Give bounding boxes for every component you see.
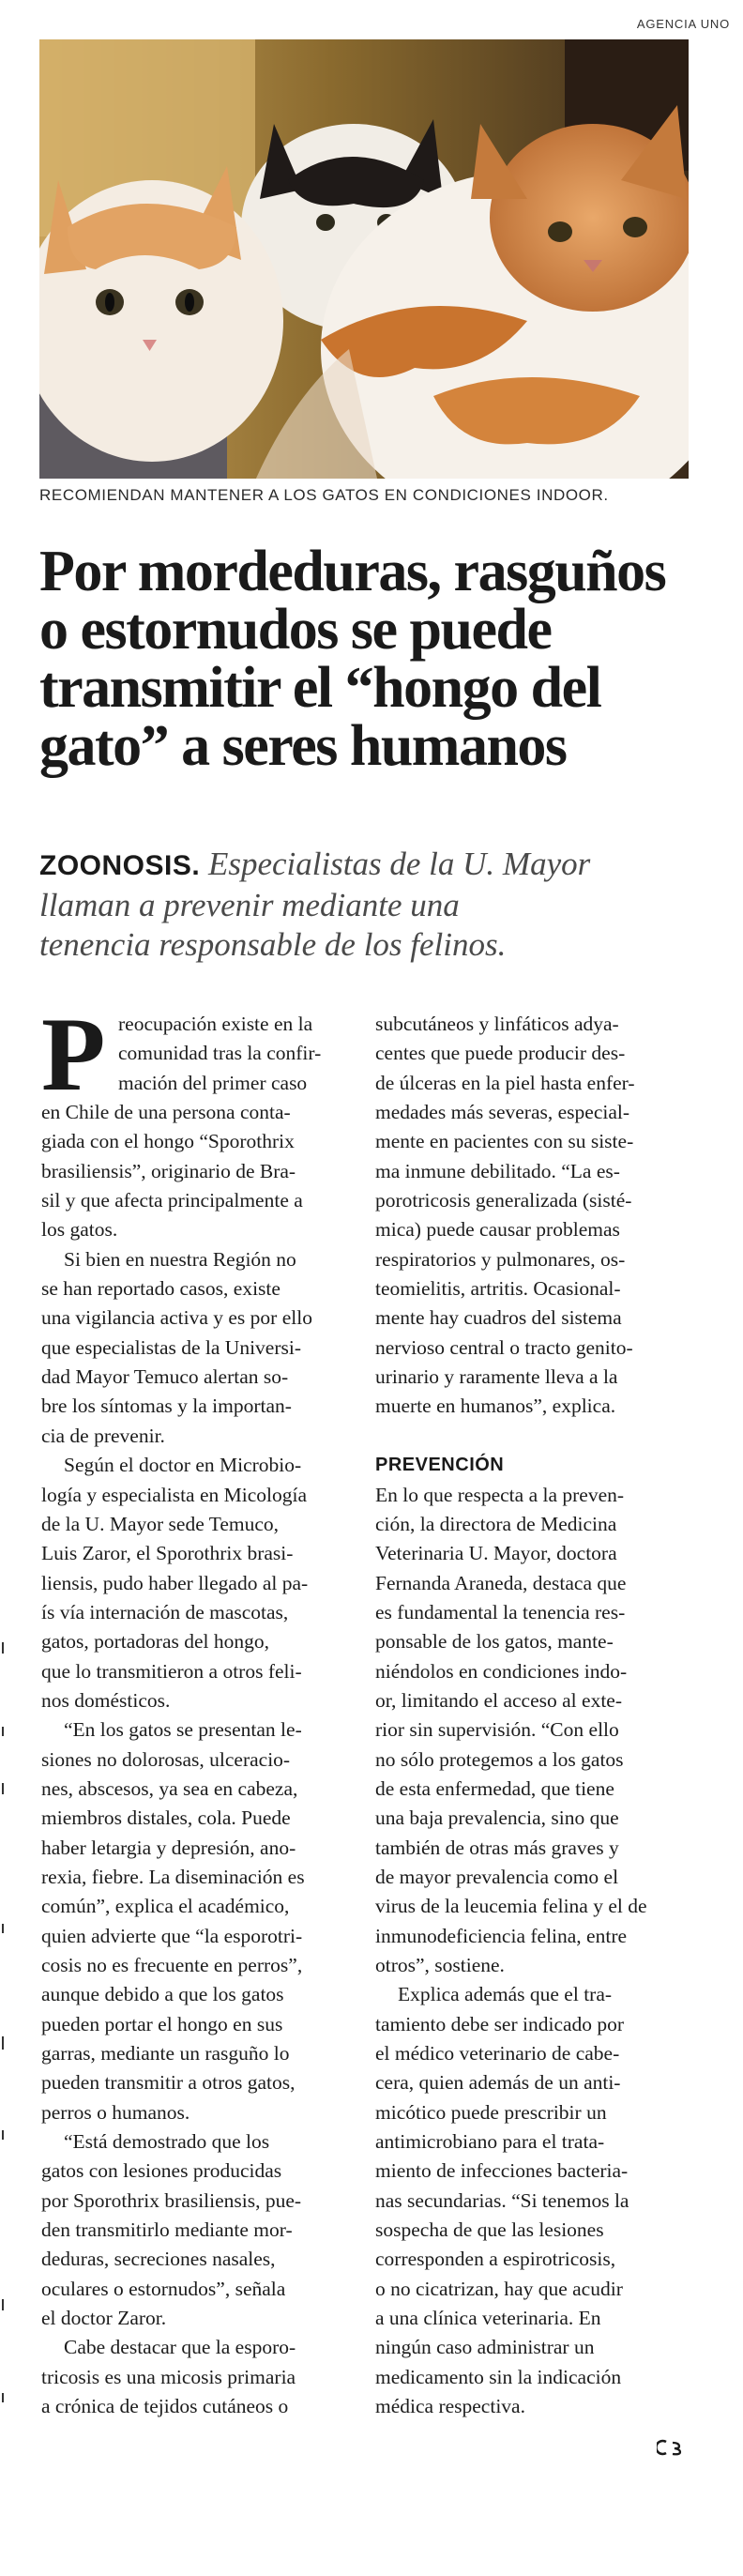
article-line: siones no dolorosas, ulceracio- — [41, 1747, 291, 1771]
article-line: deduras, secreciones nasales, — [41, 2248, 276, 2271]
drop-cap: P — [41, 997, 106, 1113]
article-line: gatos, portadoras del hongo, — [41, 1630, 270, 1654]
article-line: quien advierte que “la esporotri- — [41, 1924, 303, 1947]
article-line: den transmitirlo mediante mor- — [41, 2218, 293, 2242]
article-line: Cabe destacar que la esporo- — [64, 2336, 296, 2359]
article-line: ma inmune debilitado. “La es- — [375, 1159, 620, 1182]
article-line: otros”, sostiene. — [375, 1954, 505, 1976]
article-line: en Chile de una persona conta- — [41, 1101, 291, 1124]
article-line: logía y especialista en Micología — [41, 1483, 307, 1506]
article-line: de esta enfermedad, que tiene — [375, 1776, 614, 1800]
article-line: garras, mediante un rasguño lo — [41, 2042, 290, 2065]
article-line: tricosis es una micosis primaria — [41, 2365, 296, 2388]
article-line: muerte en humanos”, explica. — [375, 1395, 616, 1418]
article-line: a una clínica veterinaria. En — [375, 2307, 601, 2330]
article-line: nos domésticos. — [41, 1688, 171, 1712]
article-line: micótico puede prescribir un — [375, 2100, 607, 2124]
article-line: por Sporothrix brasiliensis, pue- — [41, 2188, 302, 2212]
article-line: miembros distales, cola. Puede — [41, 1806, 291, 1830]
article-line: “Está demostrado que los — [64, 2130, 270, 2154]
article-line: giada con el hongo “Sporothrix — [41, 1130, 295, 1153]
article-line: miento de infecciones bacteria- — [375, 2159, 629, 2183]
article-line: niéndolos en condiciones indo- — [375, 1659, 628, 1683]
article-line: Veterinaria U. Mayor, doctora — [375, 1542, 617, 1565]
article-line: que especialistas de la Universi- — [41, 1335, 302, 1359]
article-column-1 — [41, 997, 353, 2422]
article-line: perros o humanos. — [41, 2100, 190, 2124]
article-line: no sólo protegemos a los gatos — [375, 1747, 624, 1771]
photo-caption: RECOMIENDAN MANTENER A LOS GATOS EN CONDICIONES INDOOR. — [39, 486, 609, 504]
lede-line: llaman a prevenir mediante una — [39, 887, 460, 923]
article-line: or, limitando el acceso al exte- — [375, 1688, 622, 1712]
article-line: ponsable de los gatos, mante- — [375, 1630, 614, 1654]
article-line: bre los síntomas y la importan- — [41, 1395, 292, 1418]
article-line: corresponden a espirotricosis, — [375, 2248, 616, 2271]
article-line: que lo transmitieron a otros feli- — [41, 1659, 302, 1683]
article-line: urinario y raramente lleva a la — [375, 1365, 618, 1389]
article-line: los gatos. — [41, 1218, 118, 1242]
article-column-2 — [375, 1010, 699, 2422]
article-line: una baja prevalencia, sino que — [375, 1806, 619, 1830]
article-line: nas secundarias. “Si tenemos la — [375, 2188, 629, 2212]
article-line: o no cicatrizan, hay que acudir — [375, 2277, 623, 2300]
article-line: cia de prevenir. — [41, 1424, 165, 1447]
article-line: mente en pacientes con su siste- — [375, 1130, 634, 1153]
section-subhead: PREVENCIÓN — [375, 1455, 505, 1476]
lede — [39, 845, 715, 965]
headline-line: gato” a seres humanos — [39, 714, 567, 778]
article-line: común”, explica el académico, — [41, 1895, 290, 1918]
article-line: gatos con lesiones producidas — [41, 2159, 282, 2183]
article-line: cosis no es frecuente en perros”, — [41, 1954, 303, 1976]
article-line: Luis Zaror, el Sporothrix brasi- — [41, 1542, 294, 1565]
article-line: sospecha de que las lesiones — [375, 2218, 604, 2242]
photo-credit: AGENCIA UNO — [636, 17, 730, 31]
article-line: virus de la leucemia felina y el de — [375, 1895, 647, 1918]
article-line: ís vía internación de mascotas, — [41, 1600, 289, 1623]
article-line: En lo que respecta a la preven- — [375, 1483, 625, 1506]
article-line: a crónica de tejidos cutáneos o — [41, 2395, 289, 2418]
article-line: teomielitis, artritis. Ocasional- — [375, 1277, 621, 1301]
article-line: una vigilancia activa y es por ello — [41, 1306, 312, 1330]
article-line: reocupación existe en la — [118, 1013, 313, 1035]
article-line: Fernanda Araneda, destaca que — [375, 1571, 627, 1594]
article-line: brasiliensis”, originario de Bra- — [41, 1159, 296, 1182]
article-line: oculares o estornudos”, señala — [41, 2277, 286, 2300]
article-line: mica) puede causar problemas — [375, 1218, 620, 1242]
article-line: nes, abscesos, ya sea en cabeza, — [41, 1776, 298, 1800]
article-line: Explica además que el tra- — [398, 1983, 613, 2006]
article-line: mación del primer caso — [118, 1071, 308, 1094]
article-line — [375, 1422, 699, 1451]
article-line: el médico veterinario de cabe- — [375, 2042, 620, 2065]
article-line: nervioso central o tracto genito- — [375, 1335, 633, 1359]
headline-line: transmitir el “hongo del — [39, 656, 601, 720]
article-line: haber letargia y depresión, ano- — [41, 1836, 296, 1859]
headline-line: o estornudos se puede — [39, 598, 552, 662]
article-line: se han reportado casos, existe — [41, 1277, 281, 1301]
article-line: respiratorios y pulmonares, os- — [375, 1247, 626, 1271]
article-line: medades más severas, especial- — [375, 1101, 630, 1124]
article-line: rior sin supervisión. “Con ello — [375, 1718, 619, 1742]
article-line: aunque debido a que los gatos — [41, 1983, 284, 2006]
article-line: “En los gatos se presentan le- — [64, 1718, 302, 1742]
headline-line: Por mordeduras, rasguños — [39, 540, 666, 603]
end-mark-icon — [657, 2438, 683, 2457]
headline — [39, 540, 705, 778]
article-line: sil y que afecta principalmente a — [41, 1189, 303, 1212]
article-line: de úlceras en la piel hasta enfer- — [375, 1071, 635, 1094]
article-line: Si bien en nuestra Región no — [64, 1247, 296, 1271]
article-line: pueden portar el hongo en sus — [41, 2012, 283, 2035]
article-line: también de otras más graves y — [375, 1836, 619, 1859]
lede-line: Especialistas de la U. Mayor — [207, 846, 591, 882]
cats-photo — [39, 39, 689, 479]
article-line: ningún caso administrar un — [375, 2336, 595, 2359]
article-line: es fundamental la tenencia res- — [375, 1600, 626, 1623]
article-line: rexia, fiebre. La diseminación es — [41, 1865, 305, 1888]
article-line: dad Mayor Temuco alertan so- — [41, 1365, 289, 1389]
article-line: médica respectiva. — [375, 2395, 525, 2418]
article-line: cera, quien además de un anti- — [375, 2071, 621, 2095]
article-line: de la U. Mayor sede Temuco, — [41, 1512, 280, 1535]
article-line: inmunodeficiencia felina, entre — [375, 1924, 628, 1947]
article-line: ción, la directora de Medicina — [375, 1512, 617, 1535]
article-line: porotricosis generalizada (sisté- — [375, 1189, 632, 1212]
lede-line: tenencia responsable de los felinos. — [39, 926, 507, 963]
page-edge-marks — [0, 1642, 8, 2487]
article-line: tamiento debe ser indicado por — [375, 2012, 625, 2035]
article-line: centes que puede producir des- — [375, 1042, 626, 1065]
article-line: mente hay cuadros del sistema — [375, 1306, 622, 1330]
article-line: comunidad tras la confir- — [118, 1042, 322, 1065]
article-line: subcutáneos y linfáticos adya- — [375, 1013, 619, 1035]
article-line: Según el doctor en Microbio- — [64, 1454, 302, 1477]
article-line: de mayor prevalencia como el — [375, 1865, 619, 1888]
article-line: el doctor Zaror. — [41, 2307, 167, 2330]
article-line: antimicrobiano para el trata- — [375, 2130, 605, 2154]
article-line: pueden transmitir a otros gatos, — [41, 2071, 296, 2095]
article-line: liensis, pudo haber llegado al pa- — [41, 1571, 309, 1594]
article-line: medicamento sin la indicación — [375, 2365, 622, 2388]
kicker: ZOONOSIS. — [39, 850, 201, 881]
